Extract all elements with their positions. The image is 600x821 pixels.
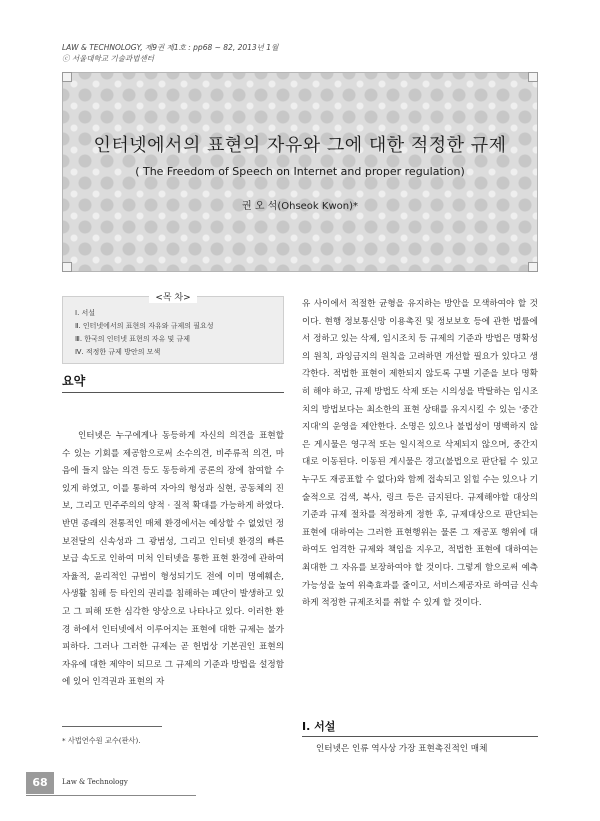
title-box xyxy=(62,72,538,272)
toc-item: Ⅲ. 한국의 인터넷 표현의 자유 및 규제 xyxy=(75,335,191,343)
section-rule xyxy=(302,736,538,737)
corner-ornament xyxy=(528,262,538,272)
title-english: ( The Freedom of Speech on Internet and proper regulation) xyxy=(135,165,465,178)
footer-journal: Law & Technology xyxy=(62,778,128,786)
table-of-contents xyxy=(62,293,284,364)
corner-ornament xyxy=(528,72,538,82)
journal-citation: LAW & TECHNOLOGY, 제9권 제1호 : pp68 ~ 82, 2013년 1월 xyxy=(62,43,279,52)
toc-heading: <목 차> xyxy=(63,290,283,303)
title-korean: 인터넷에서의 표현의 자유와 그에 대한 적정한 규제 xyxy=(93,135,507,156)
toc-list xyxy=(75,307,214,359)
abstract-heading: 요약 xyxy=(62,374,86,388)
copyright-line: ⓒ 서울대학교 기술과법센터 xyxy=(62,54,154,63)
abstract-rule xyxy=(62,392,284,393)
running-header xyxy=(62,42,278,64)
corner-ornament xyxy=(62,262,72,272)
section-text: 인터넷은 인류 역사상 가장 표현촉진적인 매체 xyxy=(316,744,488,754)
page-number: 68 xyxy=(26,772,54,794)
toc-item: Ⅱ. 인터넷에서의 표현의 자유와 규제의 필요성 xyxy=(75,322,214,330)
footnote-rule xyxy=(62,726,162,727)
toc-item: Ⅳ. 적정한 규제 방안의 모색 xyxy=(75,348,161,356)
section-heading: Ⅰ. 서설 xyxy=(302,720,336,733)
toc-item: Ⅰ. 서설 xyxy=(75,309,96,317)
footer-rule xyxy=(26,795,196,796)
abstract-continued: 유 사이에서 적절한 균형을 유지하는 방안을 모색하여야 할 것이다. 현행 정보통신망 이용촉진 및 정보보호 등에 관한 법률에서 정하고 있는 삭제, 임시조치 등 규제의 기준과 방법은 명확성의 원칙, 과잉금지의 원칙을 고려하면 개선할 필요가 있다고 생각한다. 적법한 표현이 제한되지 않도록 구별 기준을 보다 명확히 해야 하고, 규제 방법도 삭제 또는 시의성을 박탈하는 임시조치의 방법보다는 최소한의 표현 상태를 유지시킬 수 있는 '중간지대'의 운영을 제안한다. 소명은 있으나 불법성이 명백하지 않은 게시물은 영구적 또는 일시적으로 삭제되지 않으며, 중간지대로 이동된다. 이동된 게시물은 경고(불법으로 판단될 수 있고 누구도 재공표할 수 없다)와 함께 접속되고 읽힐 수는 있으나 기술적으로 검색, 복사, 링크 등은 금지된다. 규제해야할 대상의 기준과 규제 절차를 적정하게 정한 후, 규제대상으로 판단되는 표현에 대하여는 그러한 표현행위는 물론 그 재공포 행위에 대하여도 엄격한 규제와 책임을 지우고, 적법한 표현에 대하여는 최대한 그 자유를 보장하여야 할 것이다. 그렇게 함으로써 예측가능성을 높여 위축효과를 줄이고, 서비스제공자로 하여금 신속하게 적정한 규제조치를 취할 수 있게 할 것이다. xyxy=(302,299,538,609)
author: 권 오 석(Ohseok Kwon)* xyxy=(242,201,358,212)
abstract-text: 인터넷은 누구에게나 동등하게 자신의 의견을 표현할 수 있는 기회를 제공함으로써 소수의견, 비주류적 의견, 마음에 들지 않는 의견 등도 동등하게 공론의 장에 참여할 수 있게 하였고, 이를 통하여 자아의 형성과 실현, 공동체의 진보, 그리고 민주주의의 양적 · 질적 확대를 가능하게 하였다. 반면 종래의 전통적인 매체 환경에서는 예상할 수 없었던 정보전달의 신속성과 그 광범성, 그리고 인터넷 환경의 빠른 보급 속도로 인하여 미처 인터넷을 통한 표현 환경에 관하여 자율적, 윤리적인 규범이 형성되기도 전에 이미 명예훼손, 사생활 침해 등 타인의 권리를 침해하는 폐단이 발생하고 있고 그 피해 또한 심각한 양상으로 나타나고 있다. 이러한 환경 하에서 인터넷에서 이루어지는 표현에 대한 규제는 불가피하다. 그러나 그러한 규제는 곧 헌법상 기본권인 표현의 자유에 대한 제약이 되므로 그 규제의 기준과 방법을 설정함에 있어 인격권과 표현의 자 xyxy=(62,431,284,688)
footnote: * 사법연수원 교수(판사). xyxy=(62,736,141,745)
corner-ornament xyxy=(62,72,72,82)
